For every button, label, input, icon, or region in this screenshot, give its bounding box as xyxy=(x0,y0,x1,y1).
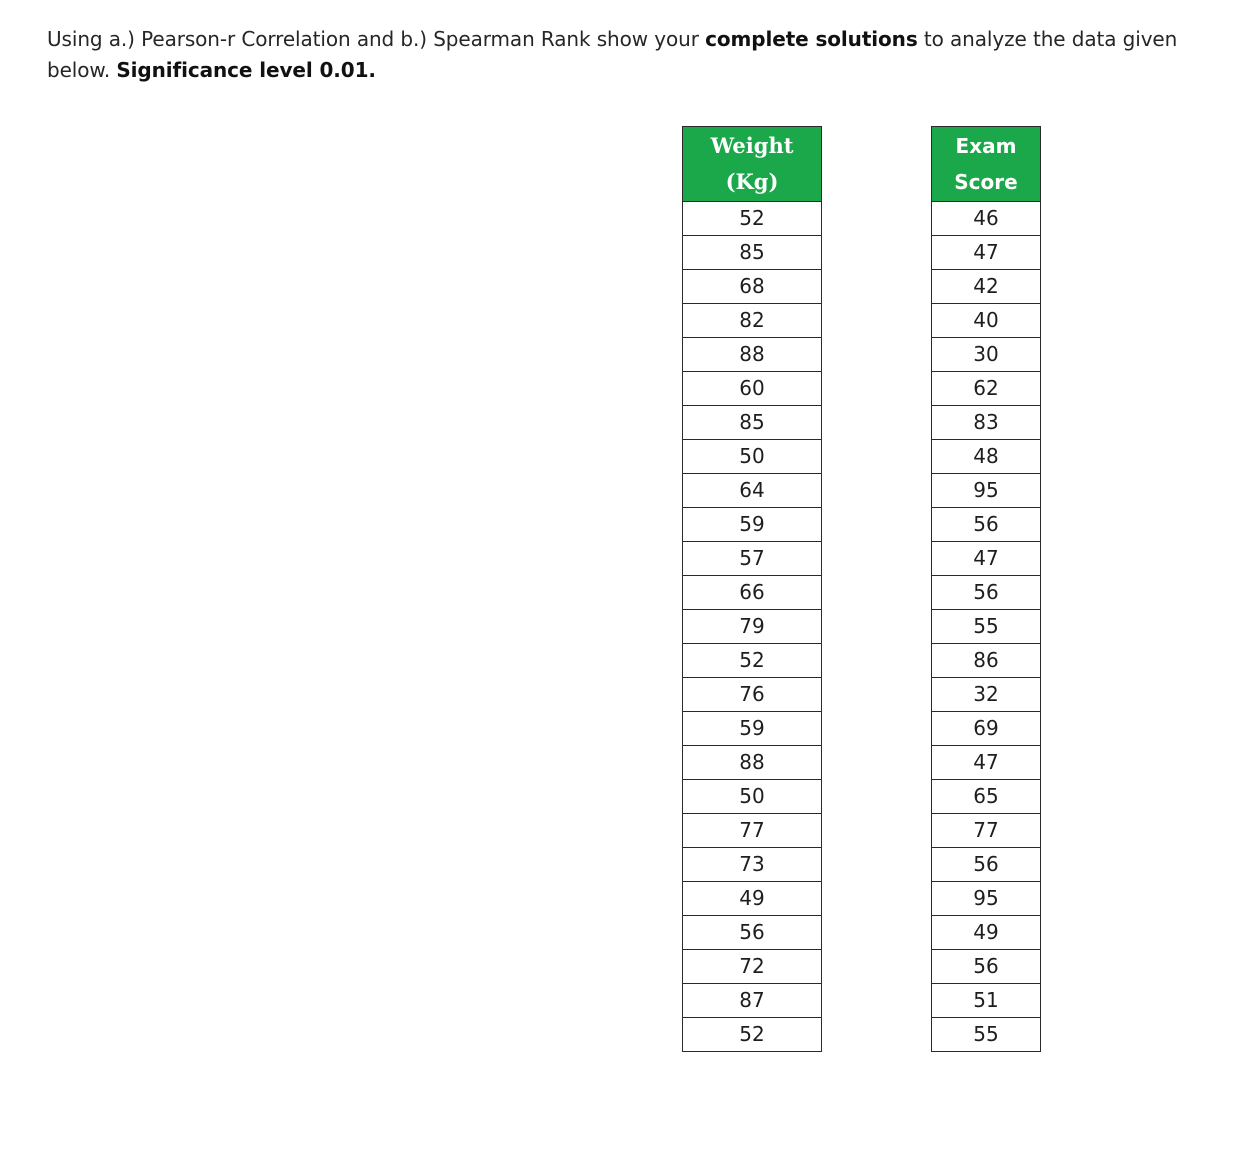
score-cell: 65 xyxy=(932,780,1041,814)
score-row xyxy=(932,678,1041,712)
weight-cell: 76 xyxy=(683,678,822,712)
weight-row xyxy=(683,542,822,576)
weight-cell: 52 xyxy=(683,202,822,236)
score-cell: 40 xyxy=(932,304,1041,338)
weight-row xyxy=(683,202,822,236)
weight-row xyxy=(683,848,822,882)
score-row xyxy=(932,882,1041,916)
weight-cell: 68 xyxy=(683,270,822,304)
weight-cell: 52 xyxy=(683,1018,822,1052)
weight-row xyxy=(683,950,822,984)
weight-cell: 60 xyxy=(683,372,822,406)
weight-row xyxy=(683,270,822,304)
score-cell: 83 xyxy=(932,406,1041,440)
weight-cell: 49 xyxy=(683,882,822,916)
score-cell: 56 xyxy=(932,508,1041,542)
score-row xyxy=(932,848,1041,882)
score-cell: 69 xyxy=(932,712,1041,746)
weight-row xyxy=(683,1018,822,1052)
weight-cell: 85 xyxy=(683,406,822,440)
score-row xyxy=(932,644,1041,678)
weight-row xyxy=(683,304,822,338)
weight-cell: 85 xyxy=(683,236,822,270)
prompt-bold-2: Significance level 0.01. xyxy=(116,58,376,82)
weight-row xyxy=(683,780,822,814)
prompt-text-2: to analyze the data given below. xyxy=(47,27,1178,82)
score-row xyxy=(932,916,1041,950)
score-row xyxy=(932,474,1041,508)
score-cell: 56 xyxy=(932,950,1041,984)
score-row xyxy=(932,372,1041,406)
weight-cell: 59 xyxy=(683,508,822,542)
score-cell: 56 xyxy=(932,848,1041,882)
weight-header-line2: (Kg) xyxy=(725,169,779,194)
weight-row xyxy=(683,338,822,372)
prompt-bold-1: complete solutions xyxy=(705,27,918,51)
weight-cell: 82 xyxy=(683,304,822,338)
weight-row xyxy=(683,678,822,712)
weight-cell: 79 xyxy=(683,610,822,644)
question-prompt xyxy=(47,24,1197,86)
weight-row xyxy=(683,916,822,950)
score-cell: 49 xyxy=(932,916,1041,950)
weight-row xyxy=(683,236,822,270)
score-cell: 51 xyxy=(932,984,1041,1018)
score-row xyxy=(932,304,1041,338)
score-cell: 55 xyxy=(932,610,1041,644)
score-cell: 95 xyxy=(932,474,1041,508)
weight-row xyxy=(683,372,822,406)
weight-header-line1: Weight xyxy=(710,133,794,158)
score-row xyxy=(932,610,1041,644)
score-row xyxy=(932,950,1041,984)
score-cell: 95 xyxy=(932,882,1041,916)
weight-header xyxy=(683,127,822,202)
score-row xyxy=(932,780,1041,814)
weight-cell: 88 xyxy=(683,338,822,372)
score-row xyxy=(932,406,1041,440)
prompt-text-1: Using a.) Pearson-r Correlation and b.) Spearman Rank show your xyxy=(47,27,706,51)
score-cell: 32 xyxy=(932,678,1041,712)
weight-cell: 77 xyxy=(683,814,822,848)
weight-cell: 64 xyxy=(683,474,822,508)
weight-row xyxy=(683,576,822,610)
score-row xyxy=(932,984,1041,1018)
weight-row xyxy=(683,984,822,1018)
score-cell: 56 xyxy=(932,576,1041,610)
score-cell: 42 xyxy=(932,270,1041,304)
score-cell: 47 xyxy=(932,236,1041,270)
weight-cell: 57 xyxy=(683,542,822,576)
score-body xyxy=(932,202,1041,1052)
score-row xyxy=(932,440,1041,474)
score-cell: 47 xyxy=(932,746,1041,780)
score-row xyxy=(932,1018,1041,1052)
score-row xyxy=(932,236,1041,270)
score-header xyxy=(932,127,1041,202)
weight-cell: 73 xyxy=(683,848,822,882)
weight-row xyxy=(683,610,822,644)
score-row xyxy=(932,712,1041,746)
weight-cell: 66 xyxy=(683,576,822,610)
score-cell: 30 xyxy=(932,338,1041,372)
weight-row xyxy=(683,882,822,916)
weight-body xyxy=(683,202,822,1052)
score-cell: 55 xyxy=(932,1018,1041,1052)
weight-cell: 50 xyxy=(683,780,822,814)
weight-row xyxy=(683,406,822,440)
weight-row xyxy=(683,440,822,474)
weight-row xyxy=(683,508,822,542)
weight-cell: 50 xyxy=(683,440,822,474)
score-cell: 77 xyxy=(932,814,1041,848)
weight-table xyxy=(682,126,822,1052)
score-row xyxy=(932,270,1041,304)
weight-row xyxy=(683,474,822,508)
score-row xyxy=(932,746,1041,780)
weight-row xyxy=(683,746,822,780)
weight-cell: 52 xyxy=(683,644,822,678)
weight-cell: 88 xyxy=(683,746,822,780)
weight-cell: 59 xyxy=(683,712,822,746)
score-row xyxy=(932,814,1041,848)
weight-cell: 72 xyxy=(683,950,822,984)
score-cell: 86 xyxy=(932,644,1041,678)
score-cell: 47 xyxy=(932,542,1041,576)
score-cell: 46 xyxy=(932,202,1041,236)
weight-row xyxy=(683,814,822,848)
score-header-line1: Exam xyxy=(955,134,1017,158)
score-table xyxy=(931,126,1041,1052)
weight-row xyxy=(683,644,822,678)
score-row xyxy=(932,542,1041,576)
weight-cell: 87 xyxy=(683,984,822,1018)
score-cell: 48 xyxy=(932,440,1041,474)
score-row xyxy=(932,576,1041,610)
weight-row xyxy=(683,712,822,746)
score-header-line2: Score xyxy=(954,170,1018,194)
score-row xyxy=(932,202,1041,236)
score-row xyxy=(932,508,1041,542)
score-cell: 62 xyxy=(932,372,1041,406)
weight-cell: 56 xyxy=(683,916,822,950)
score-row xyxy=(932,338,1041,372)
